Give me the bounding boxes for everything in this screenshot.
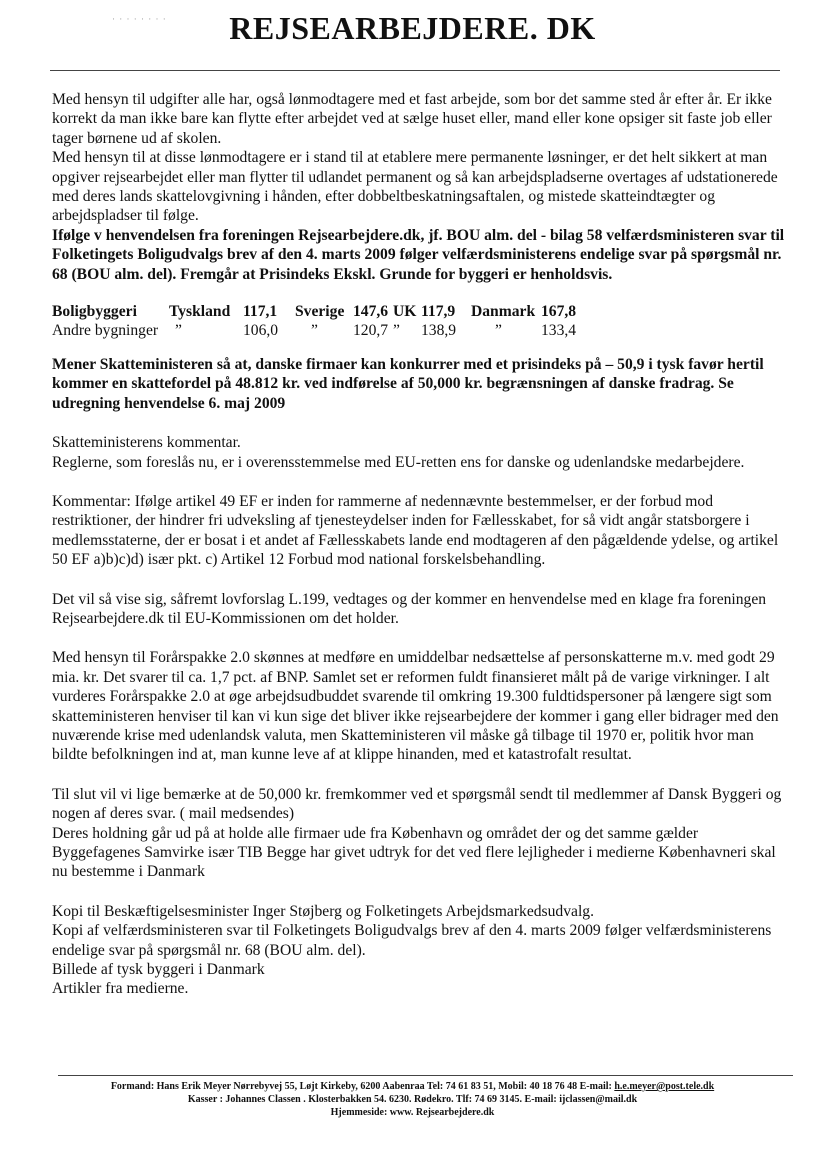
- price-index-table: [52, 302, 576, 341]
- ditto-mark: ”: [393, 322, 400, 340]
- footer-divider: [58, 1075, 793, 1076]
- attachment-photo: Billede af tysk byggeri i Danmark: [52, 961, 265, 979]
- country-label: Tyskland: [169, 303, 231, 321]
- paragraph-copenhagen: Deres holdning går ud på at holde alle firmaer ude fra København og området der og det samme gælder Byggefagenes Samvirke især TIB Begge har givet udtryk for det ved flere lejligheder i medierne Københavneri skal nu bestemme i Danmark: [52, 824, 776, 881]
- scan-artifact: · · · · · · · ·: [112, 14, 167, 24]
- footer-website-line: Hjemmeside: www. Rejsearbejdere.dk: [330, 1107, 495, 1118]
- attachment-articles: Artikler fra medierne.: [52, 980, 189, 998]
- ditto-mark: ”: [175, 322, 182, 340]
- footer-chairman-line: [0, 1080, 825, 1093]
- paragraph-l199: Det vil så vise sig, såfremt lovforslag L.199, vedtages og der kommer en henvendelse med en klage fra foreningen Rejsearbejdere.dk til EU-Kommissionen om det holder.: [52, 590, 767, 627]
- price-value: 147,6: [353, 303, 389, 321]
- minister-comment-heading: Skatteministerens kommentar.: [52, 434, 241, 452]
- table-row: [52, 302, 576, 321]
- price-value: 106,0: [243, 322, 279, 340]
- paragraph-permanent-solutions: Med hensyn til at disse lønmodtagere er i stand til at etablere mere permanente løsninger, er det helt sikkert at man opgiver rejsearbejdet eller man flytter til udlandet permanent og så kan arbejdspladserne overtages af udstationerede med deres lands skattelovgivning i hånden, efter dobbeltbeskatningsaftalen, og mistede skatteindtægter og arbejdspladser til følge.: [52, 149, 778, 225]
- copy-line-minister: Kopi til Beskæftigelsesminister Inger Støjberg og Folketingets Arbejdsmarkedsudvalg.: [52, 902, 594, 920]
- country-label: Sverige: [295, 303, 345, 321]
- footer-treasurer-line: Kasser : Johannes Classen . Klosterbakken 54. 6230. Rødekro. Tlf: 74 69 3145. E-mail: ijclassen@mail.dk: [187, 1094, 638, 1105]
- ditto-mark: ”: [311, 322, 318, 340]
- price-value: 120,7: [353, 322, 389, 340]
- price-value: 167,8: [541, 303, 577, 321]
- paragraph-competition-question: Mener Skatteministeren så at, danske firmaer kan konkurrer med et prisindeks på – 50,9 i tysk favør hertil kommer en skattefordel på 48.812 kr. ved indførelse af 50,000 kr. begrænsningen af danske fradrag. Se udregning henvendelse 6. maj 2009: [52, 355, 764, 412]
- header-divider: [50, 70, 780, 71]
- row-label: Andre bygninger: [52, 322, 159, 340]
- price-value: 117,1: [243, 303, 278, 321]
- letterhead-footer: [0, 1080, 825, 1119]
- row-label: Boligbyggeri: [52, 303, 137, 321]
- minister-comment-text: Reglerne, som foreslås nu, er i overensstemmelse med EU-retten ens for danske og udenlandske medarbejdere.: [52, 453, 745, 471]
- paragraph-price-index-intro: Ifølge v henvendelsen fra foreningen Rejsearbejdere.dk, jf. BOU alm. del - bilag 58 velfærdsministeren svar til Folketingets Boligudvalgs brev af den 4. marts 2009 følger velfærdsministerens endelige svar på spørgsmål nr. 68 (BOU alm. del). Fremgår at Prisindeks Ekskl. Grunde for byggeri er henholdsvis.: [52, 226, 785, 283]
- copy-line-welfare: Kopi af velfærdsministeren svar til Folketingets Boligudvalgs brev af den 4. marts 2009 følger velfærdsministerens endelige svar på spørgsmål nr. 68 (BOU alm. del).: [52, 922, 772, 959]
- price-value: 117,9: [421, 303, 456, 321]
- page-title: REJSEARBEJDERE. DK: [229, 10, 596, 46]
- country-label: UK: [393, 303, 417, 321]
- paragraph-spring-package: Med hensyn til Forårspakke 2.0 skønnes at medføre en umiddelbar nedsættelse af personskatterne m.v. med godt 29 mia. kr. Det svarer til ca. 1,7 pct. af BNP. Samlet set er reformen fuldt finansieret målt på de varige virkninger. I alt vurderes Forårspakke 2.0 at øge arbejdsudbuddet svarende til omkring 19.300 fuldtidspersoner på længere sigt som skatteministeren henviser til kan vi kun sige det bliver ikke rejsearbejdere der kommer i gang eller bidrager med den nuværende krise med udenlandsk valuta, men Skatteministeren vil måske gå tilbage til 1970 er, politik hvor man bildte befolkningen ind at, man kunne leve af at klippe hinanden, med et katastrofalt resultat.: [52, 649, 779, 764]
- country-label: Danmark: [471, 303, 536, 321]
- footer-chairman-text: Formand: Hans Erik Meyer Nørrebyvej 55, Løjt Kirkeby, 6200 Aabenraa Tel: 74 61 83 51, Mobil: 40 18 76 48 E-mail:: [110, 1081, 612, 1092]
- paragraph-article-49: Kommentar: Ifølge artikel 49 EF er inden for rammerne af nedennævnte bestemmelser, er der forbud mod restriktioner, der hindrer fri udveksling af tjenesteydelser inden for Fællesskabet, for så vidt angår statsborgere i medlemsstaterne, der er bosat i et andet af Fællesskabets lande end modtageren af den pågældende ydelse, og artikel 50 EF a)b)c)d) især pkt. c) Artikel 12 Forbud mod national forskelsbehandling.: [52, 492, 779, 569]
- ditto-mark: ”: [495, 322, 502, 340]
- price-value: 138,9: [421, 322, 457, 340]
- paragraph-expenses: Med hensyn til udgifter alle har, også lønmodtagere med et fast arbejde, som bor det samme sted år efter år. Er ikke korrekt da man ikke bare kan flytte efter arbejdet ved at sælge huset eller, mand eller kone opsiger sit faste job eller tager børnene ud af skolen.: [52, 91, 772, 147]
- letter-body: [52, 90, 787, 999]
- price-value: 133,4: [541, 322, 577, 340]
- table-row: [52, 321, 576, 340]
- chairman-email-link[interactable]: h.e.meyer@post.tele.dk: [614, 1081, 715, 1092]
- paragraph-closing-remark: Til slut vil vi lige bemærke at de 50,000 kr. fremkommer ved et spørgsmål sendt til medlemmer af Dansk Byggeri og nogen af deres svar. ( mail medsendes): [52, 785, 782, 823]
